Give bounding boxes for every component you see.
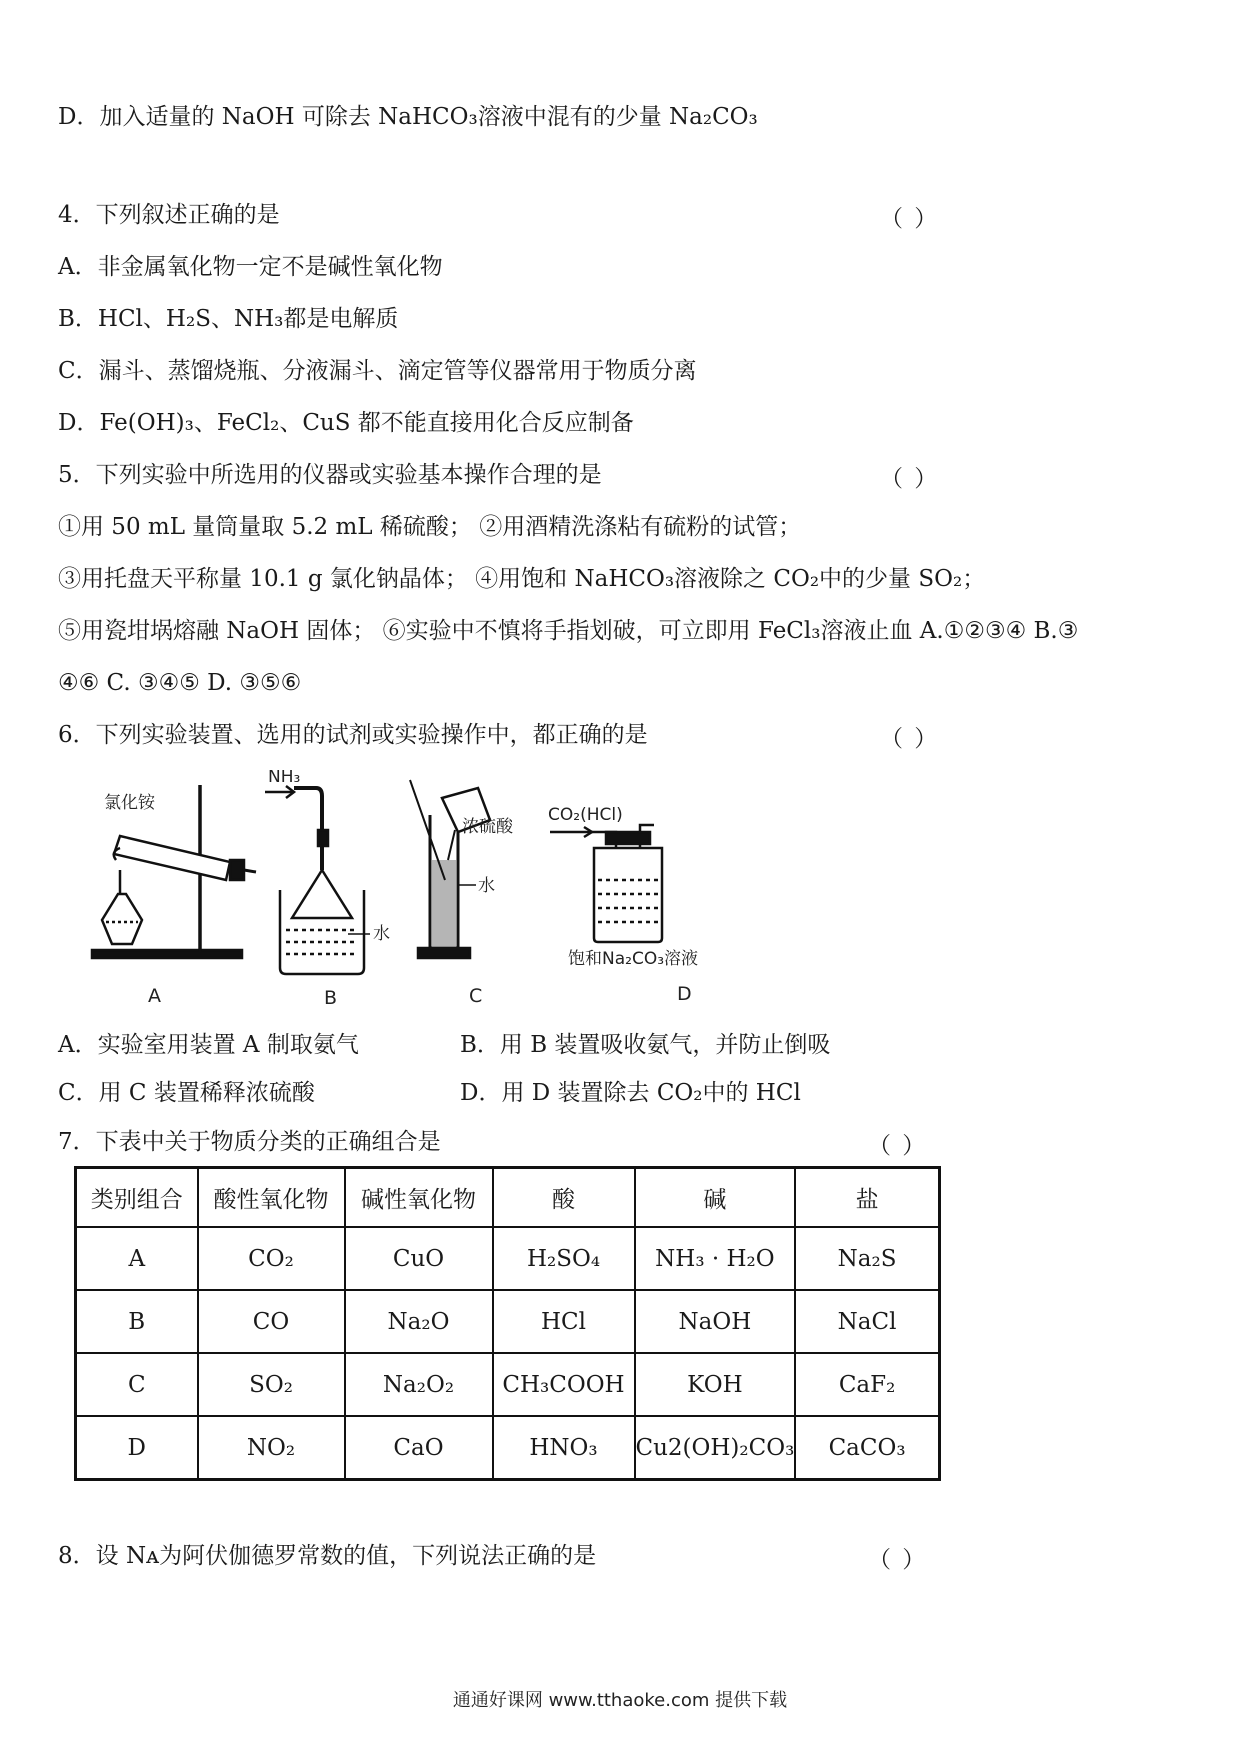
table-cell: CO₂: [198, 1227, 345, 1290]
table-cell: CuO: [345, 1227, 493, 1290]
table-cell: CaO: [345, 1416, 493, 1480]
q4-option-d: D．Fe(OH)₃、FeCl₂、CuS 都不能直接用化合反应制备: [58, 410, 634, 436]
table-cell: CH₃COOH: [493, 1353, 635, 1416]
table-row: [76, 1353, 940, 1416]
label-c-liquid: 水: [478, 876, 495, 896]
classification-table: [74, 1166, 941, 1481]
q5-line-3: ⑤用瓷坩埚熔融 NaOH 固体； ⑥实验中不慎将手指划破，可立即用 FeCl₃溶液止血 A.①②③④ B.③: [58, 618, 1079, 644]
label-b-liquid: 水: [373, 924, 390, 944]
table-cell: Cu2(OH)₂CO₃: [635, 1416, 796, 1480]
label-d-gas: CO₂(HCl): [548, 805, 623, 825]
table-header: 盐: [795, 1168, 939, 1228]
label-d-solution: 饱和Na₂CO₃溶液: [568, 949, 699, 969]
table-cell: CaCO₃: [795, 1416, 939, 1480]
table-cell: KOH: [635, 1353, 796, 1416]
table-cell: NaOH: [635, 1290, 796, 1353]
table-cell: D: [76, 1416, 198, 1480]
table-row: [76, 1227, 940, 1290]
page-footer: 通通好课网 www.tthaoke.com 提供下载: [452, 1690, 788, 1711]
cylinder-base: [418, 948, 470, 958]
table-cell: NH₃ · H₂O: [635, 1227, 796, 1290]
table-cell: NaCl: [795, 1290, 939, 1353]
table-row: [76, 1416, 940, 1480]
table-header: 碱性氧化物: [345, 1168, 493, 1228]
table-cell: NO₂: [198, 1416, 345, 1480]
q8-answer-paren: （ ）: [868, 1547, 928, 1573]
table-cell: B: [76, 1290, 198, 1353]
table-header-row: [76, 1168, 940, 1228]
stand-base: [92, 950, 242, 958]
apparatus-b: [265, 786, 370, 974]
table-cell: C: [76, 1353, 198, 1416]
q4-answer-paren: （ ）: [880, 206, 940, 232]
q4-option-a: A．非金属氧化物一定不是碱性氧化物: [58, 254, 443, 280]
apparatus-d: [550, 825, 662, 942]
table-cell: CO: [198, 1290, 345, 1353]
q4-option-b: B．HCl、H₂S、NH₃都是电解质: [58, 306, 399, 332]
table-header: 酸: [493, 1168, 635, 1228]
q4-option-c: C．漏斗、蒸馏烧瓶、分液漏斗、滴定管等仪器常用于物质分离: [58, 358, 697, 384]
alcohol-lamp: [102, 894, 142, 944]
cylinder-liquid: [432, 860, 456, 946]
table-cell: Na₂O₂: [345, 1353, 493, 1416]
table-header: 碱: [635, 1168, 796, 1228]
q6-option-c: C．用 C 装置稀释浓硫酸: [58, 1080, 315, 1106]
q6-option-a: A．实验室用装置 A 制取氨气: [58, 1032, 359, 1058]
apparatus-c: [410, 780, 490, 958]
label-c-reagent: 浓硫酸: [462, 817, 513, 837]
q6-stem: 6．下列实验装置、选用的试剂或实验操作中，都正确的是: [58, 722, 648, 748]
caption-c: C: [469, 985, 483, 1007]
q5-answer-paren: （ ）: [880, 466, 940, 492]
test-tube: [114, 836, 230, 880]
bottle-stopper: [606, 832, 650, 844]
table-cell: A: [76, 1227, 198, 1290]
inverted-funnel: [292, 870, 352, 918]
table-header: 类别组合: [76, 1168, 198, 1228]
table-cell: Na₂O: [345, 1290, 493, 1353]
glass-rod: [410, 780, 445, 880]
q5-line-2: ③用托盘天平称量 10.1 g 氯化钠晶体； ④用饱和 NaHCO₃溶液除之 CO₂中的少量 SO₂；: [58, 566, 986, 592]
table-cell: HNO₃: [493, 1416, 635, 1480]
stopper: [230, 860, 244, 880]
washing-bottle: [594, 848, 662, 942]
q5-line-1: ①用 50 mL 量筒量取 5.2 mL 稀硫酸； ②用酒精洗涤粘有硫粉的试管；: [58, 514, 802, 540]
label-a-reagent: 氯化铵: [104, 793, 155, 813]
table-header: 酸性氧化物: [198, 1168, 345, 1228]
acid-stream: [448, 830, 455, 860]
table-cell: HCl: [493, 1290, 635, 1353]
apparatus-drawing: [80, 770, 790, 1015]
q7-stem: 7．下表中关于物质分类的正确组合是: [58, 1129, 441, 1155]
table-cell: H₂SO₄: [493, 1227, 635, 1290]
caption-d: D: [677, 983, 692, 1005]
q6-option-d: D．用 D 装置除去 CO₂中的 HCl: [460, 1080, 801, 1106]
caption-b: B: [324, 987, 338, 1009]
q5-line-4: ④⑥ C. ③④⑤ D. ③⑤⑥: [58, 670, 302, 696]
q4-stem: 4．下列叙述正确的是: [58, 202, 280, 228]
q5-stem: 5．下列实验中所选用的仪器或实验基本操作合理的是: [58, 462, 602, 488]
q6-apparatus-figure: [80, 770, 790, 1015]
table-cell: Na₂S: [795, 1227, 939, 1290]
table-cell: CaF₂: [795, 1353, 939, 1416]
q6-answer-paren: （ ）: [880, 726, 940, 752]
table-row: [76, 1290, 940, 1353]
q7-answer-paren: （ ）: [868, 1133, 928, 1159]
q8-stem: 8．设 Nᴀ为阿伏伽德罗常数的值，下列说法正确的是: [58, 1543, 597, 1569]
label-b-gas: NH₃: [268, 770, 301, 787]
q6-option-b: B．用 B 装置吸收氨气，并防止倒吸: [460, 1032, 831, 1058]
caption-a: A: [148, 985, 161, 1007]
q3-option-d: D．加入适量的 NaOH 可除去 NaHCO₃溶液中混有的少量 Na₂CO₃: [58, 104, 758, 130]
table-cell: SO₂: [198, 1353, 345, 1416]
